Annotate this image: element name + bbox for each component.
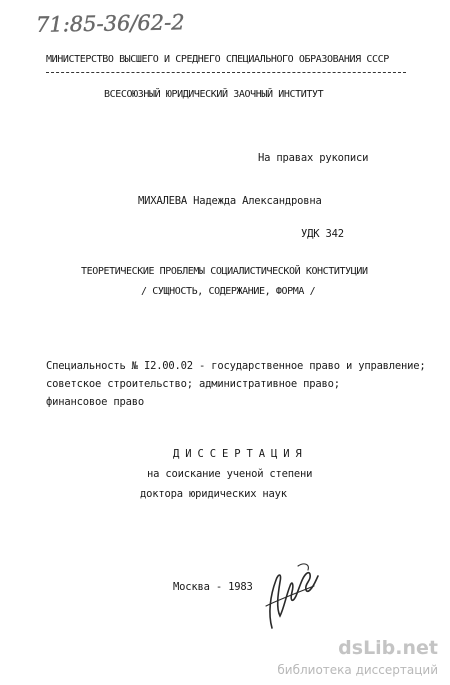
specialty-line3: финансовое право (46, 396, 144, 408)
specialty-line1: Специальность № I2.00.02 - государственное право и управление; (46, 360, 426, 372)
dashed-divider (46, 72, 406, 73)
document-type: Д И С С Е Р Т А Ц И Я (173, 448, 302, 460)
author-name: МИХАЛЕВА Надежда Александровна (138, 195, 322, 207)
manuscript-note: На правах рукописи (258, 152, 369, 164)
thesis-title-line2: / СУЩНОСТЬ, СОДЕРЖАНИЕ, ФОРМА / (141, 286, 316, 297)
ministry-heading: МИНИСТЕРСТВО ВЫСШЕГО И СРЕДНЕГО СПЕЦИАЛЬНОГО ОБРАЗОВАНИЯ СССР (46, 54, 389, 65)
degree-line1: на соискание ученой степени (147, 468, 313, 480)
specialty-line2: советское строительство; административное право; (46, 378, 340, 390)
place-and-year: Москва - 1983 (173, 581, 253, 593)
degree-line2: доктора юридических наук (140, 488, 287, 500)
watermark-subtitle: библиотека диссертаций (277, 663, 438, 677)
handwritten-signature (258, 556, 322, 634)
institute-heading: ВСЕСОЮЗНЫЙ ЮРИДИЧЕСКИЙ ЗАОЧНЫЙ ИНСТИТУТ (104, 89, 324, 100)
handwritten-catalog-note (34, 6, 264, 40)
watermark-logo: dsLib.net (338, 637, 438, 659)
udk-code: УДК 342 (301, 228, 344, 240)
handwritten-note-text: 71:85-36/62-2 (35, 10, 185, 37)
thesis-title-line1: ТЕОРЕТИЧЕСКИЕ ПРОБЛЕМЫ СОЦИАЛИСТИЧЕСКОЙ КОНСТИТУЦИИ (81, 266, 368, 277)
